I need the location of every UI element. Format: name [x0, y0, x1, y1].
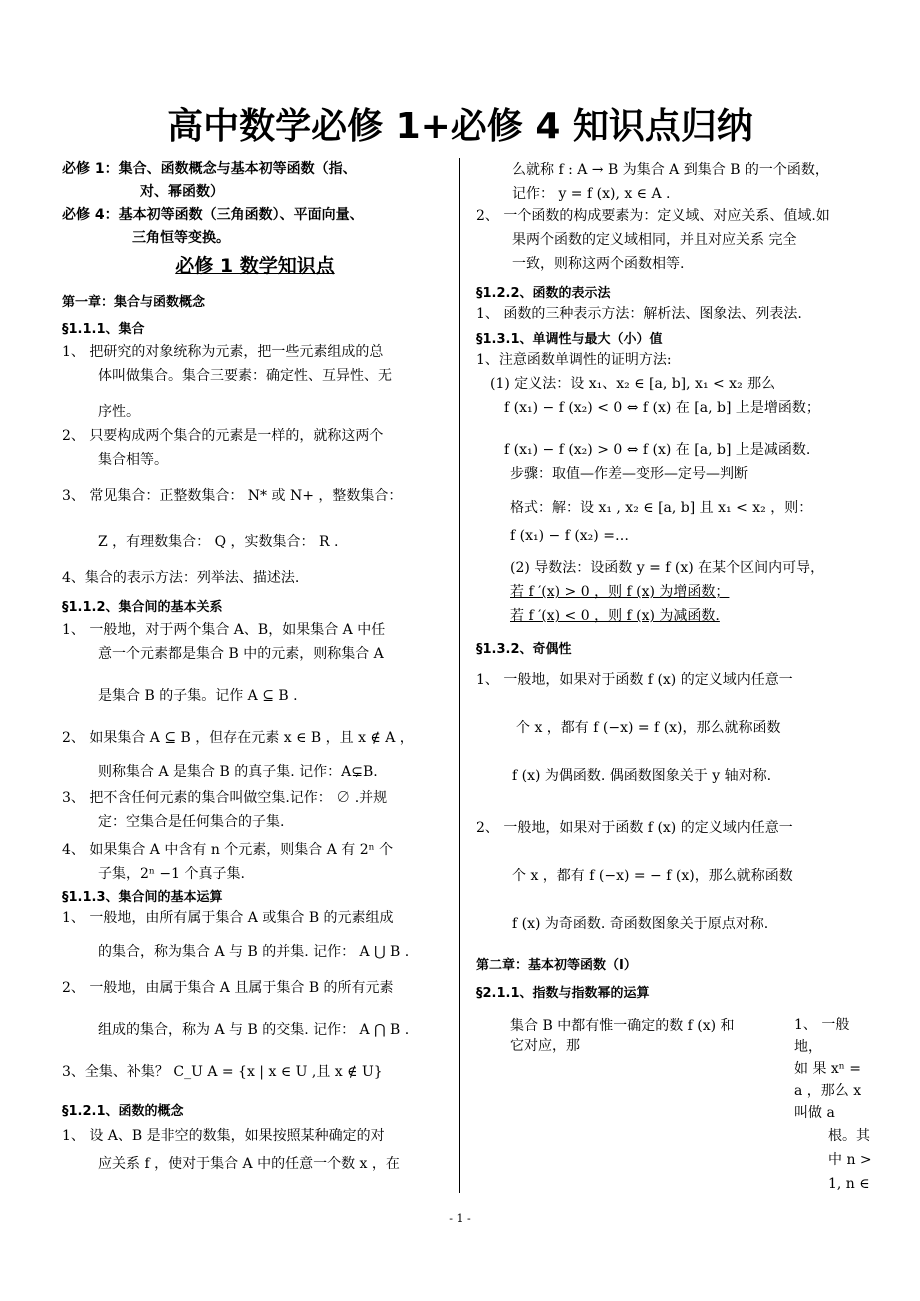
- nth-root-fragment-2: [828, 1124, 872, 1196]
- section-1-2-2-heading: §1.2.2、函数的表示法: [476, 286, 611, 301]
- item-1-1-3-1: [62, 906, 448, 964]
- text-line: 子集，2ⁿ −1 个真子集.: [98, 866, 245, 882]
- definition-method: [476, 372, 866, 548]
- text-line: 的集合，称为集合 A 与 B 的并集. 记作： A ⋃ B .: [98, 944, 410, 960]
- text-line: 是集合 B 的子集。记作 A ⊆ B .: [98, 688, 298, 704]
- text-line: 叫做 a: [794, 1105, 835, 1121]
- item-1-1-3-2: [62, 976, 448, 1042]
- section-1-1-2-heading: §1.1.2、集合间的基本关系: [62, 600, 223, 615]
- text-line: f (x) 为偶函数. 偶函数图象关于 y 轴对称.: [512, 768, 772, 784]
- item-1-1-1-2: [62, 424, 448, 472]
- item-1-3-2-1: [476, 668, 866, 788]
- text-line: 1、 一般地，由所有属于集合 A 或集合 B 的元素组成: [62, 910, 394, 926]
- text-line: 1、 把研究的对象统称为元素，把一些元素组成的总: [62, 344, 384, 360]
- section-2-1-1-heading: §2.1.1、指数与指数幂的运算: [476, 986, 650, 1001]
- text-line: (1) 定义法：设 x₁、x₂ ∈ [a, b], x₁ < x₂ 那么: [490, 376, 776, 392]
- text-line: 4、 如果集合 A 中含有 n 个元素，则集合 A 有 2ⁿ 个: [62, 842, 394, 858]
- text-line: 集合相等。: [98, 452, 168, 468]
- column-divider: [459, 158, 460, 1193]
- intro: [62, 158, 448, 250]
- text-line: 2、 一个函数的构成要素为：定义域、对应关系、值域.如: [476, 208, 830, 224]
- intro-line-4: 三角恒等变换。: [132, 230, 230, 246]
- text-line: 1、 一般地，: [794, 1017, 850, 1055]
- section-1-1-1-heading: §1.1.1、集合: [62, 322, 145, 337]
- text-line: 1、 一般地，对于两个集合 A、B，如果集合 A 中任: [62, 622, 386, 638]
- item-1-1-2-3: [62, 786, 448, 834]
- text-line: 序性。: [98, 404, 140, 420]
- text-line: 记作： y = f (x), x ∈ A .: [512, 186, 671, 202]
- text-line: 如 果 xⁿ =: [794, 1061, 862, 1077]
- text-line: 1、 设 A、B 是非空的数集，如果按照某种确定的对: [62, 1128, 385, 1144]
- item-1-3-2-2: [476, 816, 866, 936]
- text-line: 则称集合 A 是集合 B 的真子集. 记作：A⊊B.: [98, 764, 378, 780]
- text-line: 意一个元素都是集合 B 中的元素，则称集合 A: [98, 646, 384, 662]
- item-1-1-2-1: [62, 618, 448, 708]
- item-1-1-1-4: 4、集合的表示方法：列举法、描述法.: [62, 570, 300, 586]
- intro-line-2: 对、幂函数）: [140, 184, 224, 200]
- text-line: 集合 B 中都有惟一确定的数 f (x) 和: [510, 1018, 735, 1034]
- text-line: 若 f ′(x) < 0 ，则 f (x) 为减函数.: [510, 608, 720, 624]
- text-line: 若 f ′(x) > 0 ，则 f (x) 为增函数；: [510, 584, 730, 600]
- text-line: f (x₁) − f (x₂) < 0 ⇔ f (x) 在 [a, b] 上是增函数；: [504, 400, 820, 416]
- text-line: 应关系 f ，使对于集合 A 中的任意一个数 x ，在: [98, 1156, 400, 1172]
- text-line: Z ，有理数集合： Q ，实数集合： R .: [98, 534, 339, 550]
- text-line: 格式：解：设 x₁ , x₂ ∈ [a, b] 且 x₁ < x₂ ，则：: [510, 500, 813, 516]
- text-line: 组成的集合，称为 A 与 B 的交集. 记作： A ⋂ B .: [98, 1022, 410, 1038]
- text-line: 它对应，那: [510, 1038, 580, 1054]
- text-line: 3、 常见集合：正整数集合： N* 或 N+ ，整数集合：: [62, 488, 403, 504]
- function-def-cont: [476, 158, 866, 206]
- text-line: 2、 一般地，由属于集合 A 且属于集合 B 的所有元素: [62, 980, 394, 996]
- nth-root-fragment: [794, 1014, 866, 1124]
- text-line: a ，那么 x: [794, 1083, 862, 1099]
- page-title: 高中数学必修 1+必修 4 知识点归纳: [167, 106, 753, 147]
- text-line: 根。其: [828, 1128, 870, 1144]
- chapter-2-heading: 第二章：基本初等函数（Ⅰ）: [476, 958, 637, 973]
- item-1-1-3-3: 3、全集、补集？ C_U A = {x | x ∈ U ,且 x ∉ U}: [62, 1064, 383, 1080]
- text-line: 么就称 f : A → B 为集合 A 到集合 B 的一个函数，: [512, 162, 829, 178]
- page-number: - 1 -: [449, 1212, 471, 1225]
- text-line: 个 x ，都有 f (−x) = − f (x)，那么就称函数: [512, 868, 793, 884]
- text-line: f (x) 为奇函数. 奇函数图象关于原点对称.: [512, 916, 769, 932]
- item-1-2-1-2: [476, 204, 866, 276]
- text-line: 体叫做集合。集合三要素：确定性、互异性、无: [98, 368, 392, 384]
- text-line: 定：空集合是任何集合的子集.: [98, 814, 285, 830]
- section-1-3-2-heading: §1.3.2、奇偶性: [476, 642, 572, 657]
- item-1-2-1-1: [62, 1124, 448, 1176]
- text-line: 1, n ∈: [828, 1176, 870, 1192]
- text-line: 2、 只要构成两个集合的元素是一样的，就称这两个: [62, 428, 384, 444]
- text-line: 中 n >: [828, 1152, 872, 1168]
- item-1-2-2-1: 1、 函数的三种表示方法：解析法、图象法、列表法.: [476, 306, 802, 322]
- text-line: 2、 如果集合 A ⊆ B ，但存在元素 x ∈ B ，且 x ∉ A ，: [62, 730, 414, 746]
- item-1-1-1-1: [62, 340, 448, 424]
- function-def-fragment: [510, 1016, 770, 1056]
- item-1-1-2-4: [62, 838, 448, 886]
- text-line: f (x₁) − f (x₂) > 0 ⇔ f (x) 在 [a, b] 上是减函数.: [504, 442, 811, 458]
- text-line: 果两个函数的定义域相同，并且对应关系 完全: [512, 232, 797, 248]
- chapter-1-heading: 第一章：集合与函数概念: [62, 295, 206, 310]
- item-1-3-1-1: 1、注意函数单调性的证明方法:: [476, 352, 672, 368]
- item-1-1-1-3: [62, 484, 448, 554]
- text-line: 个 x ，都有 f (−x) = f (x)，那么就称函数: [516, 720, 781, 736]
- section-1-1-3-heading: §1.1.3、集合间的基本运算: [62, 890, 223, 905]
- text-line: 1、 一般地，如果对于函数 f (x) 的定义域内任意一: [476, 672, 793, 688]
- text-line: 一致，则称这两个函数相等.: [512, 256, 685, 272]
- section-subtitle: 必修 1 数学知识点: [175, 255, 335, 277]
- text-line: 步骤：取值—作差—变形—定号—判断: [510, 466, 748, 482]
- text-line: f (x₁) − f (x₂) =…: [510, 528, 629, 544]
- text-line: 3、 把不含任何元素的集合叫做空集.记作： ∅ .并规: [62, 790, 388, 806]
- derivative-method: [476, 556, 866, 628]
- text-line: 2、 一般地，如果对于函数 f (x) 的定义域内任意一: [476, 820, 793, 836]
- section-1-2-1-heading: §1.2.1、函数的概念: [62, 1104, 184, 1119]
- section-1-3-1-heading: §1.3.1、单调性与最大（小）值: [476, 332, 663, 347]
- text-line: (2) 导数法：设函数 y = f (x) 在某个区间内可导，: [510, 560, 825, 576]
- item-1-1-2-2: [62, 726, 448, 784]
- intro-line-3: 必修 4：基本初等函数（三角函数）、平面向量、: [62, 207, 364, 223]
- intro-line-1: 必修 1：集合、函数概念与基本初等函数（指、: [62, 161, 357, 177]
